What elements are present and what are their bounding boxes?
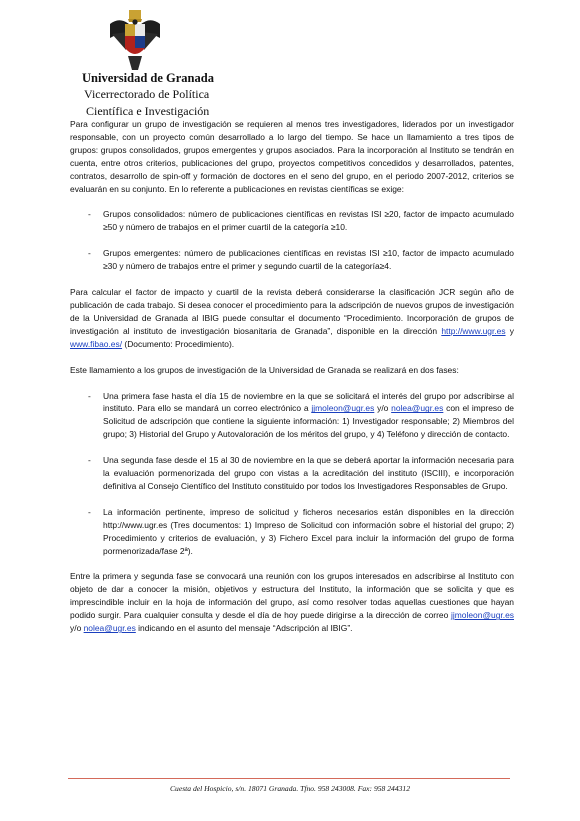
criteria-item-emerging [70, 247, 514, 273]
phase1-text-start: Una primera fase hasta el día 15 de noviembre en la que se solicitará el interés del grupo por adscribirse al instituto. Para ello se mandará un correo electrónico a [103, 390, 514, 414]
closing-text-end: indicando en el asunto del mensaje “Adscripción al IBIG”. [135, 623, 353, 634]
criteria-text: Grupos emergentes: número de publicaciones científicas en revistas ISI ≥10, factor de impacto acumulado ≥30 y número de trabajos entre el primer y segundo cuartil de la categoría≥4. [103, 248, 514, 272]
bullet-dash: - [88, 209, 91, 220]
phase-item-second [70, 454, 514, 493]
phase-item-info [70, 506, 514, 558]
phase3-text: La información pertinente, impreso de solicitud y ficheros necesarios están disponibles en la dirección http://www.ugr.es (Tres documentos: 1) Impreso de Solicitud con información sobre el historial del grupo; 2) Procedimiento y criterios de evaluación, y 3) Fichero Excel para incluir la información del grupo de forma pormenorizada/fase 2ª). [103, 506, 514, 556]
footer-address: Cuesta del Hospicio, s/n. 18071 Granada. Tfno. 958 243008. Fax: 958 244312 [169, 784, 411, 793]
impact-paragraph [70, 286, 514, 351]
bullet-dash: - [88, 455, 91, 466]
connector-y: y [505, 325, 514, 336]
email-jjmoleon-link-2[interactable]: jjmoleon@ugr.es [451, 610, 514, 621]
email-nolea-link[interactable]: nolea@ugr.es [391, 403, 444, 414]
coat-of-arms-icon [106, 10, 164, 74]
bullet-dash: - [88, 506, 91, 517]
fibao-link[interactable]: www.fibao.es/ [70, 338, 123, 349]
intro-paragraph: Para configurar un grupo de investigación se requieren al menos tres investigadores, liderados por un investigador responsable, con un proyecto común desarrollado a lo largo del tiempo. Se hace un llamamiento a tres tipos de grupos: grupos consolidados, grupos emergentes y grupos asociados. Para la incorporación al Instituto se tendrán en cuenta, entre otros criterios, publicaciones del grupo, proyectos competitivos concedidos y desarrollados, patentes, contratos, desarrollo de spin-off y formación de doctores en el seno del grupo, en el periodo 2007-2012, criterios se evaluarán en su conjunto. En lo referente a publicaciones en revistas científicas se exige: [70, 119, 514, 194]
bullet-dash: - [88, 248, 91, 259]
phase-item-first [70, 390, 514, 442]
connector-yo-2: y/o [70, 623, 84, 634]
phase1-text [103, 390, 514, 442]
ugr-link[interactable]: http://www.ugr.es [441, 325, 506, 336]
bullet-dash: - [88, 390, 91, 401]
phase2-text: Una segunda fase desde el 15 al 30 de noviembre en la que se deberá aportar la información necesaria para la evaluación pormenorizada del grupo con vistas a la acreditación del instituto (ISCIII), e incorporación definitiva al Consejo Científico del Instituto constituido por todos los Investigadores Responsables de Grupo. [103, 455, 514, 491]
vicerrectorado-line1: Vicerrectorado de Política [84, 87, 210, 101]
vicerrectorado-line2: Científica e Investigación [86, 104, 210, 118]
phase1-text-end: con el impreso de Solicitud de adscripción que contiene la siguiente información: 1) Investigador responsable; 2) Miembros del grupo; 3) Historial del Grupo y Autovaloración de los méritos del grupo, y 4) Teléfono y dirección de contacto. [103, 403, 514, 440]
criteria-text: Grupos consolidados: número de publicaciones científicas en revistas ISI ≥20, factor de impacto acumulado ≥50 y número de trabajos en el primer cuartil de la categoría ≥10. [103, 209, 514, 233]
university-name: Universidad de Granada [82, 71, 214, 85]
email-nolea-link-2[interactable]: nolea@ugr.es [83, 623, 136, 634]
closing-paragraph [70, 570, 514, 635]
impact-text-end: (Documento: Procedimiento). [122, 338, 235, 349]
phases-intro: Este llamamiento a los grupos de investigación de la Universidad de Granada se realizará en dos fases: [70, 364, 459, 375]
connector-yo: y/o [374, 403, 392, 414]
footer-divider [68, 778, 510, 779]
impact-text: Para calcular el factor de impacto y cuartil de la revista deberá considerarse la clasificación JCR según año de publicación de cada trabajo. Si desea conocer el procedimiento para la adscripción de nuevos grupos de investigación de la Universidad de Granada al IBIG puede consultar el documento “Procedimiento. Incorporación de grupos de investigación al instituto de investigación biosanitaria de Granada”, disponible en la dirección [70, 287, 514, 336]
closing-text: Entre la primera y segunda fase se convocará una reunión con los grupos interesados en adscribirse al Instituto con objeto de dar a conocer la misión, objetivos y estructura del Instituto, la información que se solicita y que es imprescindible incluir en la hoja de información del grupo, así como resolver todas aquellas cuestiones que hayan podido surgir. Para cualquier consulta y desde el día de hoy puede dirigirse a la dirección de correo [70, 571, 514, 621]
email-jjmoleon-link[interactable]: jjmoleon@ugr.es [311, 403, 375, 414]
criteria-item-consolidated [70, 208, 514, 234]
document-body [70, 118, 514, 635]
